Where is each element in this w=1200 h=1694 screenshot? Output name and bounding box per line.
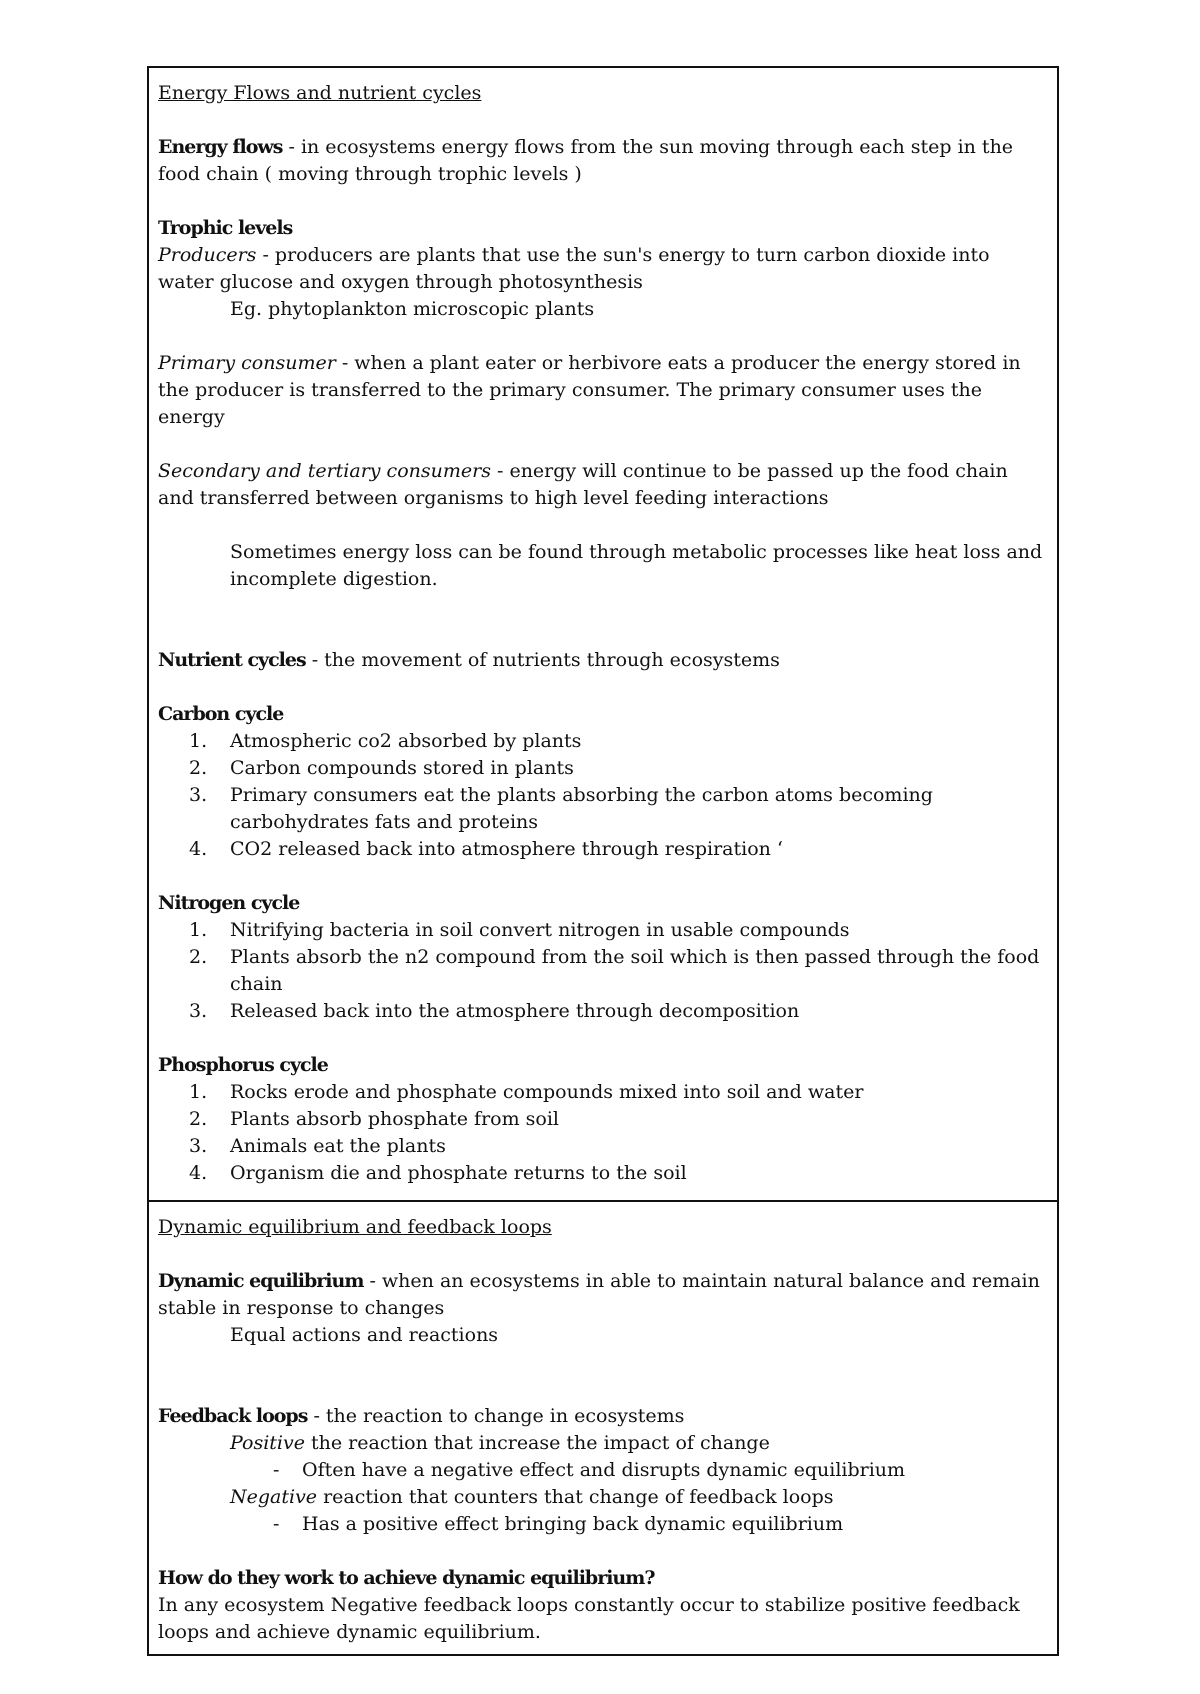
dynamic-equilibrium-paragraph	[158, 1268, 1047, 1322]
list-text: Organism die and phosphate returns to the soil	[230, 1162, 687, 1184]
nitrogen-heading	[158, 890, 1047, 917]
negative-feedback	[158, 1484, 1047, 1511]
term: Secondary and tertiary consumers	[158, 460, 491, 482]
carbon-list	[158, 728, 1047, 863]
subheading: How do they work to achieve dynamic equilibrium?	[158, 1567, 655, 1589]
list-text: Atmospheric co2 absorbed by plants	[230, 730, 582, 752]
list-text: Released back into the atmosphere through decomposition	[230, 1000, 800, 1022]
term: Negative	[230, 1486, 318, 1508]
list-item	[158, 998, 1047, 1025]
definition: - when a plant eater or herbivore eats a producer the energy stored in the producer is transferred to the primary consumer. The primary consumer uses the energy	[158, 352, 1021, 428]
dash-mark: -	[273, 1459, 280, 1481]
nitrogen-list	[158, 917, 1047, 1025]
section-heading: Energy Flows and nutrient cycles	[158, 82, 482, 104]
primary-consumer-paragraph	[158, 350, 1047, 431]
term: Producers	[158, 244, 257, 266]
how-heading	[158, 1565, 1047, 1592]
list-item	[158, 1106, 1047, 1133]
definition: reaction that counters that change of feedback loops	[317, 1486, 834, 1508]
list-text: Animals eat the plants	[230, 1135, 446, 1157]
energy-flows-paragraph	[158, 134, 1047, 188]
list-item	[158, 755, 1047, 782]
definition: - in ecosystems energy flows from the sun moving through each step in the food chain ( moving through trophic levels )	[158, 136, 1014, 185]
positive-dash-item	[158, 1457, 1047, 1484]
list-text: Nitrifying bacteria in soil convert nitrogen in usable compounds	[230, 919, 850, 941]
list-text: Carbon compounds stored in plants	[230, 757, 574, 779]
secondary-consumer-paragraph	[158, 458, 1047, 512]
list-text: CO2 released back into atmosphere through respiration ‘	[230, 838, 783, 860]
list-number: 2.	[189, 946, 208, 968]
dynamic-note: Equal actions and reactions	[230, 1324, 499, 1346]
list-text: Plants absorb the n2 compound from the soil which is then passed through the food chain	[230, 946, 1040, 995]
nutrient-cycles-paragraph	[158, 647, 1047, 674]
list-number: 4.	[189, 838, 208, 860]
list-number: 2.	[189, 757, 208, 779]
definition: - producers are plants that use the sun's energy to turn carbon dioxide into water glucose and oxygen through photosynthesis	[158, 244, 990, 293]
list-text: Rocks erode and phosphate compounds mixed into soil and water	[230, 1081, 864, 1103]
phosphorus-list	[158, 1079, 1047, 1187]
term: Nutrient cycles	[158, 649, 306, 671]
dash-text: Often have a negative effect and disrupts dynamic equilibrium	[302, 1459, 906, 1481]
energy-loss-note: Sometimes energy loss can be found through metabolic processes like heat loss and incomplete digestion.	[230, 541, 1043, 590]
list-item	[158, 728, 1047, 755]
subheading: Phosphorus cycle	[158, 1054, 328, 1076]
list-number: 1.	[189, 730, 208, 752]
producers-example: Eg. phytoplankton microscopic plants	[230, 298, 595, 320]
list-number: 3.	[189, 784, 208, 806]
list-text: Plants absorb phosphate from soil	[230, 1108, 560, 1130]
list-number: 1.	[189, 1081, 208, 1103]
carbon-heading	[158, 701, 1047, 728]
phosphorus-heading	[158, 1052, 1047, 1079]
energy-flows-section	[147, 66, 1059, 1202]
definition: - the movement of nutrients through ecosystems	[305, 649, 780, 671]
dash-text: Has a positive effect bringing back dynamic equilibrium	[302, 1513, 844, 1535]
section-heading: Dynamic equilibrium and feedback loops	[158, 1216, 552, 1238]
negative-dash-item	[158, 1511, 1047, 1538]
list-number: 2.	[189, 1108, 208, 1130]
feedback-loops-paragraph	[158, 1403, 1047, 1430]
subheading: Trophic levels	[158, 217, 293, 239]
list-item	[158, 1133, 1047, 1160]
producers-paragraph	[158, 242, 1047, 296]
list-text: Primary consumers eat the plants absorbing the carbon atoms becoming carbohydrates fats and proteins	[230, 784, 933, 833]
list-item	[158, 836, 1047, 863]
trophic-heading	[158, 215, 1047, 242]
positive-feedback	[158, 1430, 1047, 1457]
term: Feedback loops	[158, 1405, 308, 1427]
list-number: 4.	[189, 1162, 208, 1184]
list-item	[158, 1160, 1047, 1187]
subheading: Carbon cycle	[158, 703, 284, 725]
how-paragraph: In any ecosystem Negative feedback loops constantly occur to stabilize positive feedback loops and achieve dynamic equilibrium.	[158, 1594, 1020, 1643]
list-number: 1.	[189, 919, 208, 941]
dynamic-equilibrium-section	[147, 1200, 1059, 1656]
list-item	[158, 917, 1047, 944]
term: Positive	[230, 1432, 305, 1454]
term: Energy flows	[158, 136, 283, 158]
definition: the reaction that increase the impact of change	[304, 1432, 770, 1454]
list-item	[158, 782, 1047, 836]
definition: - the reaction to change in ecosystems	[307, 1405, 685, 1427]
dash-mark: -	[273, 1513, 280, 1535]
list-item	[158, 1079, 1047, 1106]
term: Primary consumer	[158, 352, 336, 374]
list-number: 3.	[189, 1135, 208, 1157]
definition: - energy will continue to be passed up the food chain and transferred between organisms to high level feeding interactions	[158, 460, 1008, 509]
subheading: Nitrogen cycle	[158, 892, 300, 914]
term: Dynamic equilibrium	[158, 1270, 364, 1292]
list-number: 3.	[189, 1000, 208, 1022]
definition: - when an ecosystems in able to maintain natural balance and remain stable in response to changes	[158, 1270, 1040, 1319]
list-item	[158, 944, 1047, 998]
